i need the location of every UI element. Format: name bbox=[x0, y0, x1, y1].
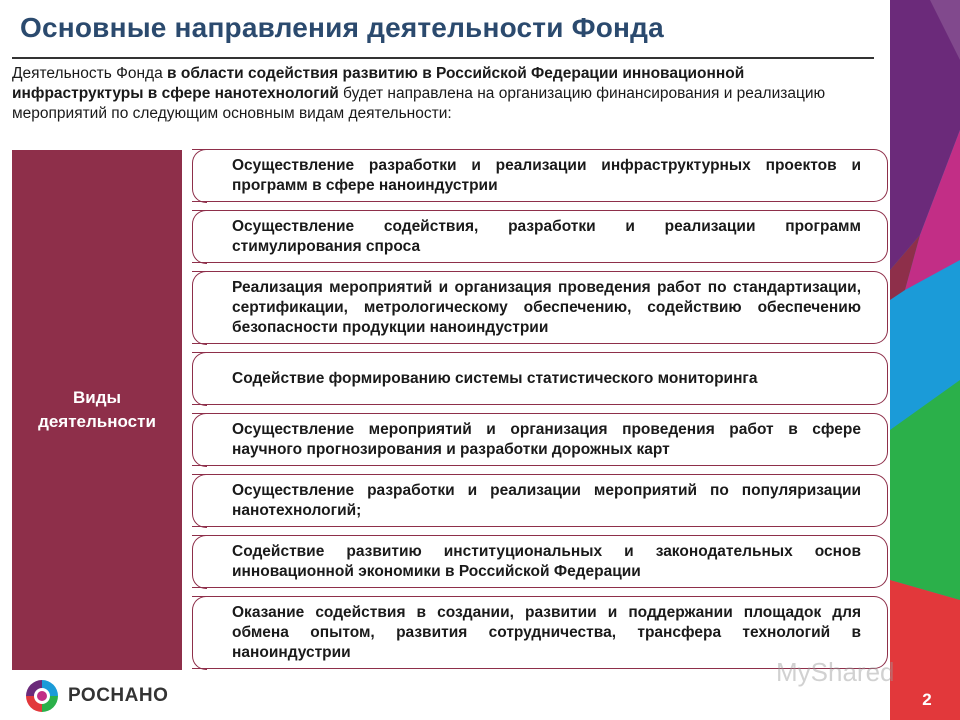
activity-item-text: Содействие формированию системы статистического мониторинга bbox=[232, 369, 758, 387]
activity-item-6 bbox=[192, 474, 888, 527]
activity-item-7 bbox=[192, 535, 888, 588]
intro-text-bold: в области содействия развитию в Российской Федерации инновационной инфраструктуры в сфере нанотехнологий bbox=[12, 65, 745, 102]
intro-paragraph bbox=[12, 64, 878, 124]
color-band-graphic bbox=[890, 0, 960, 720]
activity-item-text: Осуществление мероприятий и организация проведения работ в сфере научного прогнозирования и разработки дорожных карт bbox=[232, 420, 861, 458]
page-number: 2 bbox=[922, 690, 932, 709]
page-title: Основные направления деятельности Фонда bbox=[20, 12, 664, 43]
rosnano-logo-text: РОСНАНО bbox=[68, 685, 169, 706]
activity-item-4 bbox=[192, 352, 888, 405]
activity-item-1 bbox=[192, 149, 888, 202]
activity-item-text: Осуществление разработки и реализации мероприятий по популяризации нанотехнологий; bbox=[232, 481, 861, 519]
activity-item-text: Реализация мероприятий и организация проведения работ по стандартизации, сертификации, метрологическому обеспечению, содействию обеспечению безопасности продукции наноиндустрии bbox=[232, 278, 861, 336]
watermark bbox=[770, 652, 895, 692]
rosnano-logo bbox=[24, 676, 174, 716]
intro-text-end: будет направлена на организацию финансирования и реализацию мероприятий по следующим основным видам деятельности: bbox=[12, 85, 826, 122]
title-divider bbox=[12, 57, 874, 59]
activity-item-5 bbox=[192, 413, 888, 466]
activity-item-3 bbox=[192, 271, 888, 344]
intro-text-start: Деятельность Фонда bbox=[12, 65, 168, 82]
activity-types-panel bbox=[12, 150, 182, 670]
activity-item-text: Осуществление разработки и реализации инфраструктурных проектов и программ в сфере наноиндустрии bbox=[232, 156, 861, 194]
activity-item-text: Оказание содействия в создании, развитии и поддержании площадок для обмена опытом, развития сотрудничества, трансфера технологий в наноиндустрии bbox=[232, 603, 861, 661]
activity-types-label: Виды деятельности bbox=[38, 388, 156, 431]
activity-item-text: Осуществление содействия, разработки и реализации программ стимулирования спроса bbox=[232, 217, 861, 255]
rosnano-logo-icon bbox=[24, 678, 60, 714]
activity-item-2 bbox=[192, 210, 888, 263]
decorative-color-band bbox=[890, 0, 960, 720]
activity-item-text: Содействие развитию институциональных и законодательных основ инновационной экономики в Российской Федерации bbox=[232, 542, 861, 580]
watermark-text: MyShared bbox=[776, 656, 895, 687]
